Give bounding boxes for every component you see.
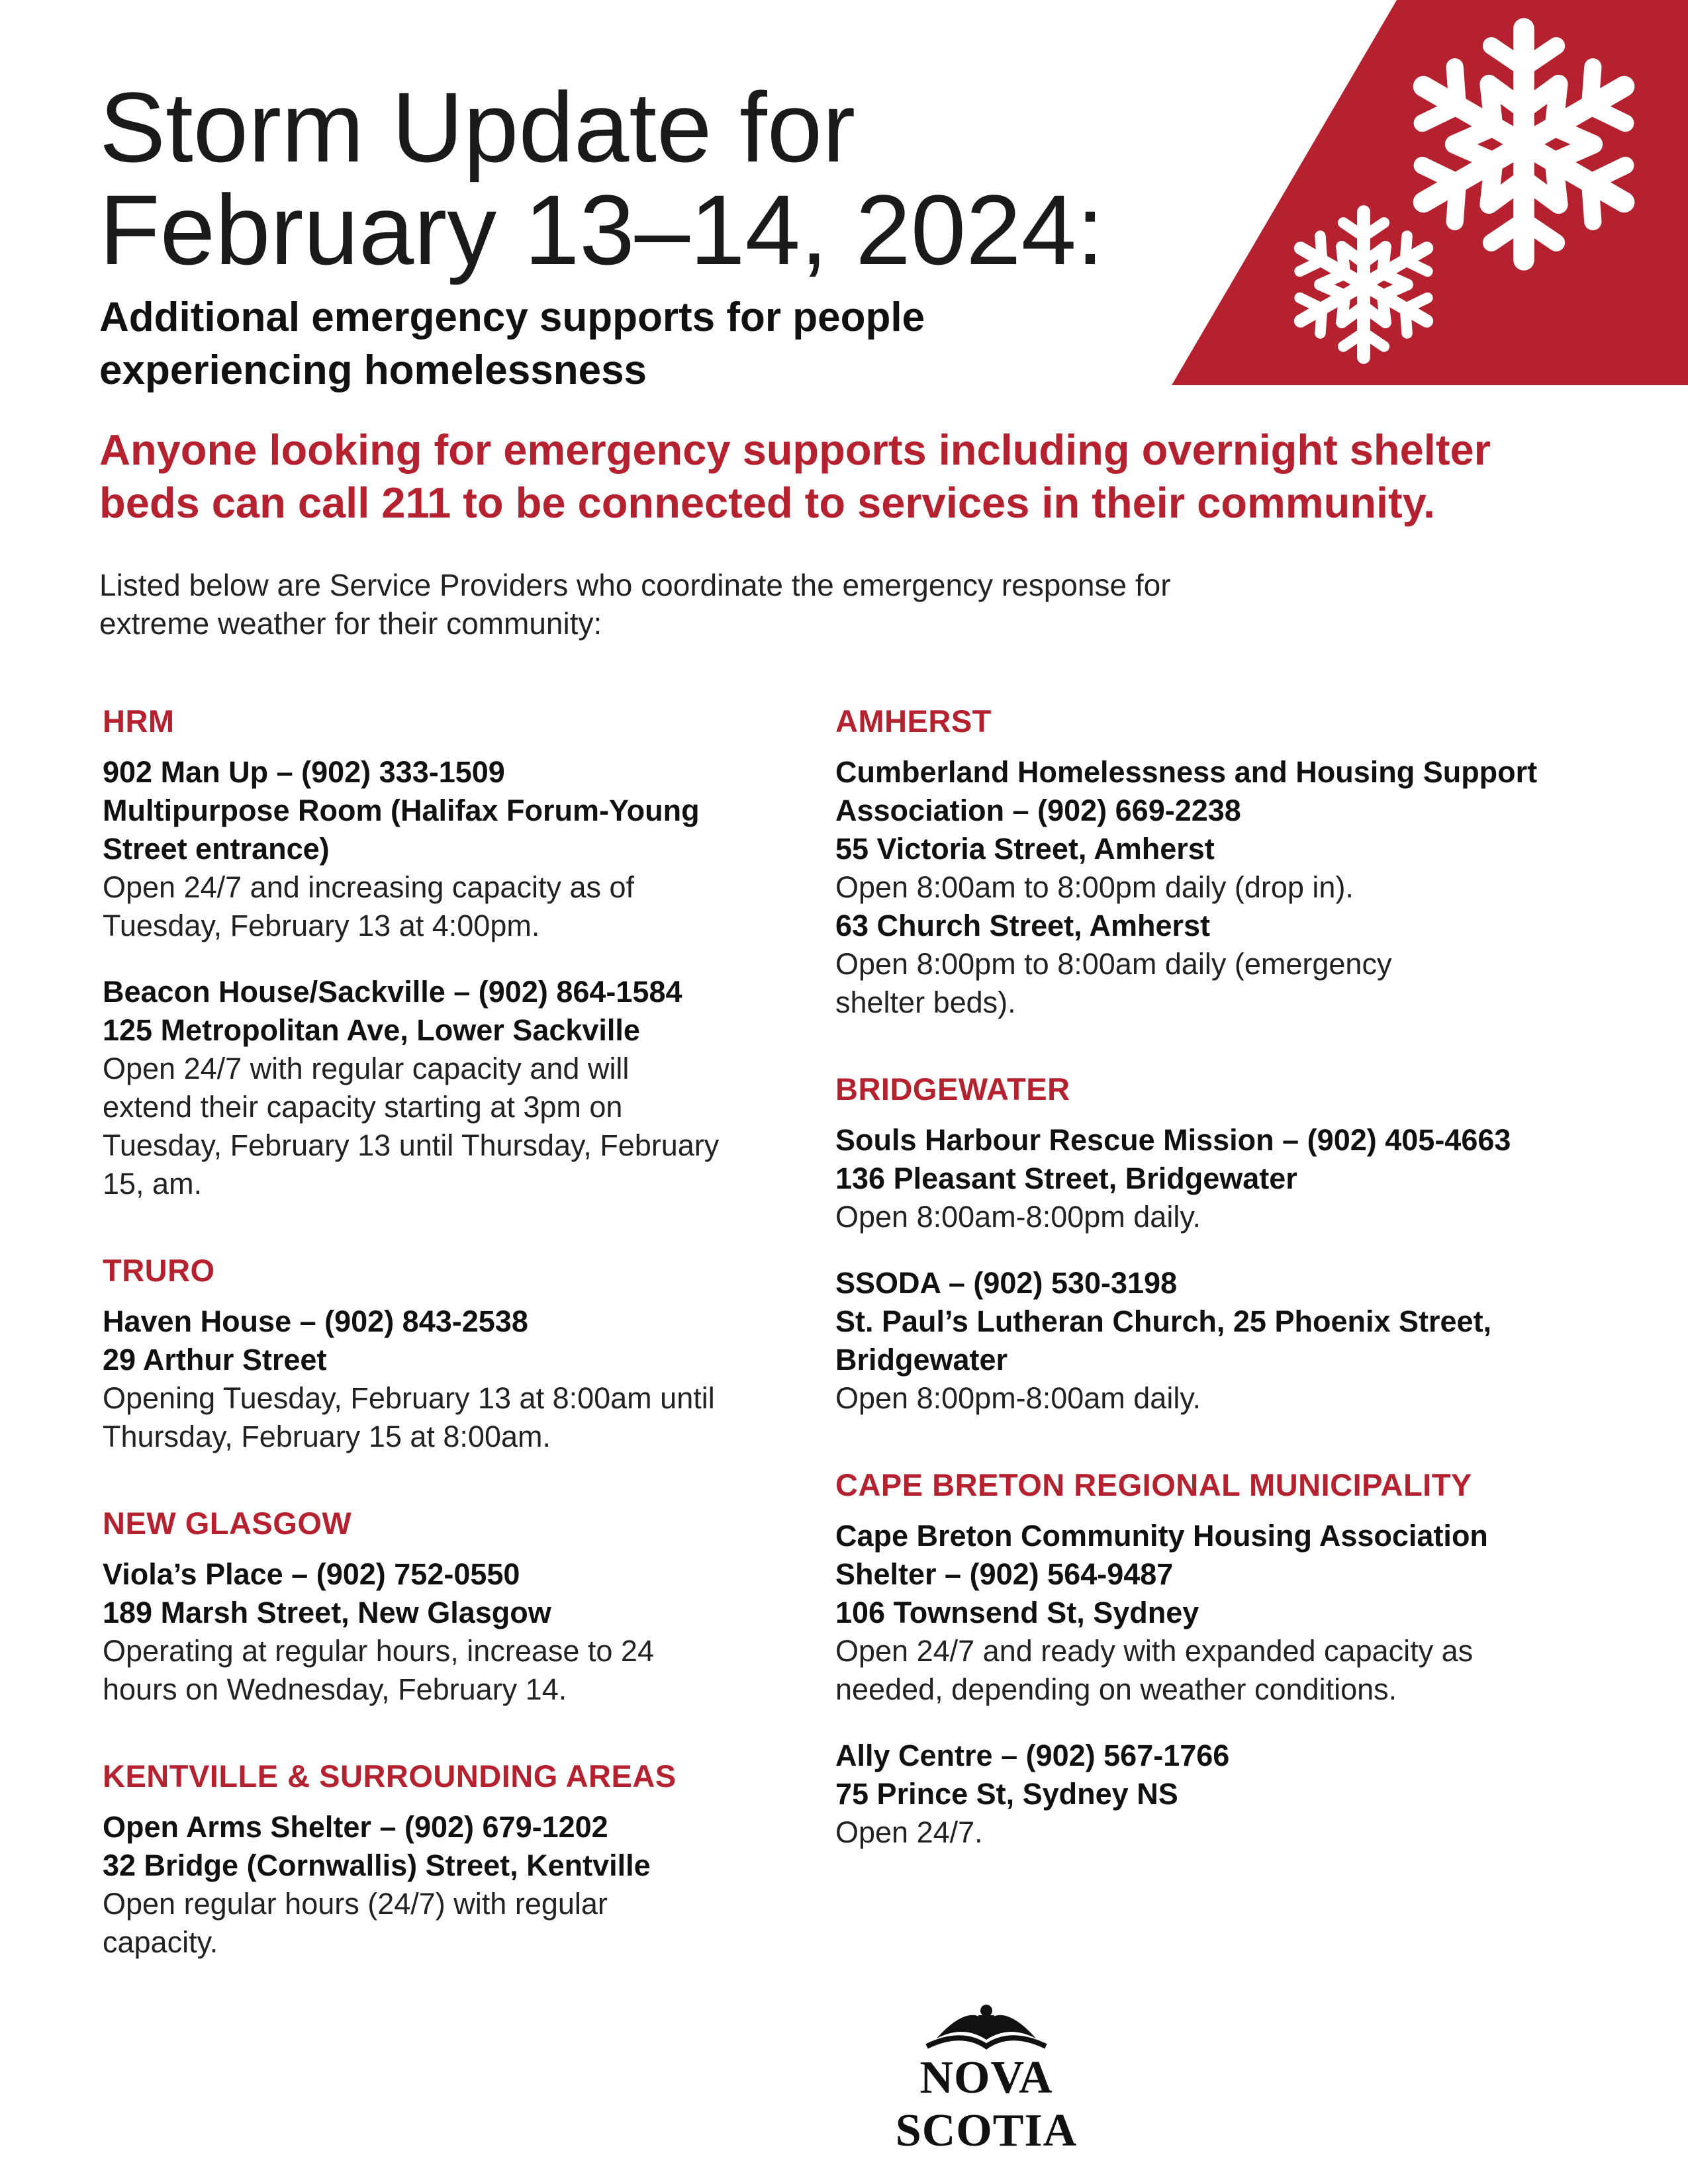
provider-name-line: Cape Breton Community Housing Association [835, 1519, 1488, 1553]
provider-hours-line: 15, am. [103, 1167, 203, 1201]
provider-name-line: Open Arms Shelter – (902) 679-1202 [103, 1810, 608, 1844]
region-heading: BRIDGEWATER [835, 1071, 1070, 1107]
provider-hours-line: Thursday, February 15 at 8:00am. [103, 1420, 551, 1453]
provider-name-line: Ally Centre – (902) 567-1766 [835, 1739, 1230, 1772]
region-section [835, 1069, 1597, 1418]
provider-hours-line: Tuesday, February 13 until Thursday, February [103, 1128, 720, 1162]
provider-name-line: Beacon House/Sackville – (902) 864-1584 [103, 975, 682, 1009]
provider-name-line: St. Paul’s Lutheran Church, 25 Phoenix Street, [835, 1304, 1492, 1338]
provider-entry [103, 753, 798, 945]
region-heading: CAPE BRETON REGIONAL MUNICIPALITY [835, 1467, 1472, 1502]
logo-wordmark: NOVA SCOTIA [895, 2052, 1078, 2156]
provider-entry [103, 1555, 798, 1709]
provider-hours-line: Open 24/7 and ready with expanded capacity as [835, 1634, 1474, 1668]
provider-hours-line: Open regular hours (24/7) with regular [103, 1887, 608, 1921]
intro-text: Listed below are Service Providers who coordinate the emergency response for extreme weather for their community: [99, 568, 1171, 641]
provider-name-line: Street entrance) [103, 832, 330, 866]
region-heading: AMHERST [835, 704, 992, 739]
region-section [103, 1504, 798, 1709]
region-section [103, 1756, 798, 1962]
provider-name-line: 125 Metropolitan Ave, Lower Sackville [103, 1013, 640, 1047]
nova-scotia-logo [827, 1999, 1158, 2156]
provider-entry [103, 1302, 798, 1456]
provider-entry [835, 753, 1597, 1022]
region-heading: HRM [103, 704, 175, 739]
provider-name-line: 106 Townsend St, Sydney [835, 1596, 1199, 1629]
region-heading: NEW GLASGOW [103, 1506, 352, 1541]
provider-entry [835, 1517, 1597, 1709]
provider-name-line: 29 Arthur Street [103, 1343, 327, 1377]
provider-hours-line: Open 24/7 and increasing capacity as of [103, 870, 635, 904]
provider-name-line: 902 Man Up – (902) 333-1509 [103, 755, 505, 789]
region-section [103, 1251, 798, 1456]
provider-name-line: Viola’s Place – (902) 752-0550 [103, 1557, 520, 1591]
provider-hours-line: needed, depending on weather conditions. [835, 1672, 1397, 1706]
provider-hours-line: Open 8:00pm to 8:00am daily (emergency [835, 947, 1392, 981]
provider-entry [835, 1737, 1597, 1852]
provider-name-line: Multipurpose Room (Halifax Forum-Young [103, 794, 700, 827]
provider-hours-line: Operating at regular hours, increase to 24 [103, 1634, 654, 1668]
provider-hours-line: Opening Tuesday, February 13 at 8:00am until [103, 1381, 715, 1415]
provider-hours-line: Open 8:00pm-8:00am daily. [835, 1381, 1201, 1415]
region-heading: TRURO [103, 1253, 215, 1288]
provider-hours-line: extend their capacity starting at 3pm on [103, 1090, 623, 1124]
provider-hours-line: Open 8:00am-8:00pm daily. [835, 1200, 1201, 1234]
left-column [103, 702, 798, 2009]
provider-name-line: 32 Bridge (Cornwallis) Street, Kentville [103, 1848, 651, 1882]
provider-name-line: Souls Harbour Rescue Mission – (902) 405-4663 [835, 1123, 1511, 1157]
provider-name-line: 189 Marsh Street, New Glasgow [103, 1596, 551, 1629]
provider-hours-line: Tuesday, February 13 at 4:00pm. [103, 909, 540, 942]
provider-name-line: 75 Prince St, Sydney NS [835, 1777, 1178, 1811]
region-section [835, 1465, 1597, 1852]
provider-entry [103, 1808, 798, 1962]
provider-name-line: 55 Victoria Street, Amherst [835, 832, 1215, 866]
provider-hours-line: Open 24/7. [835, 1815, 983, 1849]
provider-name-line: Association – (902) 669-2238 [835, 794, 1241, 827]
provider-hours-line: Open 24/7 with regular capacity and will [103, 1052, 630, 1085]
provider-name-line: 136 Pleasant Street, Bridgewater [835, 1161, 1297, 1195]
provider-address-line: 63 Church Street, Amherst [835, 909, 1210, 942]
provider-name-line: Bridgewater [835, 1343, 1008, 1377]
provider-name-line: Shelter – (902) 564-9487 [835, 1557, 1174, 1591]
page-subtitle: Additional emergency supports for people experiencing homelessness [99, 295, 925, 393]
region-section [835, 702, 1597, 1022]
right-column [835, 702, 1597, 1899]
region-section [103, 702, 798, 1203]
provider-name-line: Haven House – (902) 843-2538 [103, 1304, 528, 1338]
provider-entry [835, 1121, 1597, 1236]
provider-hours-line: hours on Wednesday, February 14. [103, 1672, 567, 1706]
page-title: Storm Update for February 13–14, 2024: [99, 71, 1104, 285]
provider-name-line: Cumberland Homelessness and Housing Support [835, 755, 1538, 789]
provider-entry [835, 1264, 1597, 1418]
region-heading: KENTVILLE & SURROUNDING AREAS [103, 1758, 677, 1794]
provider-name-line: SSODA – (902) 530-3198 [835, 1266, 1178, 1300]
nova-scotia-thistle-icon [827, 1999, 1145, 2058]
provider-entry [103, 973, 798, 1203]
provider-hours-line: shelter beds). [835, 985, 1016, 1019]
provider-hours-line: Open 8:00am to 8:00pm daily (drop in). [835, 870, 1354, 904]
callout-211: Anyone looking for emergency supports including overnight shelter beds can call 211 to be connected to services in their community. [99, 426, 1491, 527]
provider-hours-line: capacity. [103, 1925, 218, 1959]
